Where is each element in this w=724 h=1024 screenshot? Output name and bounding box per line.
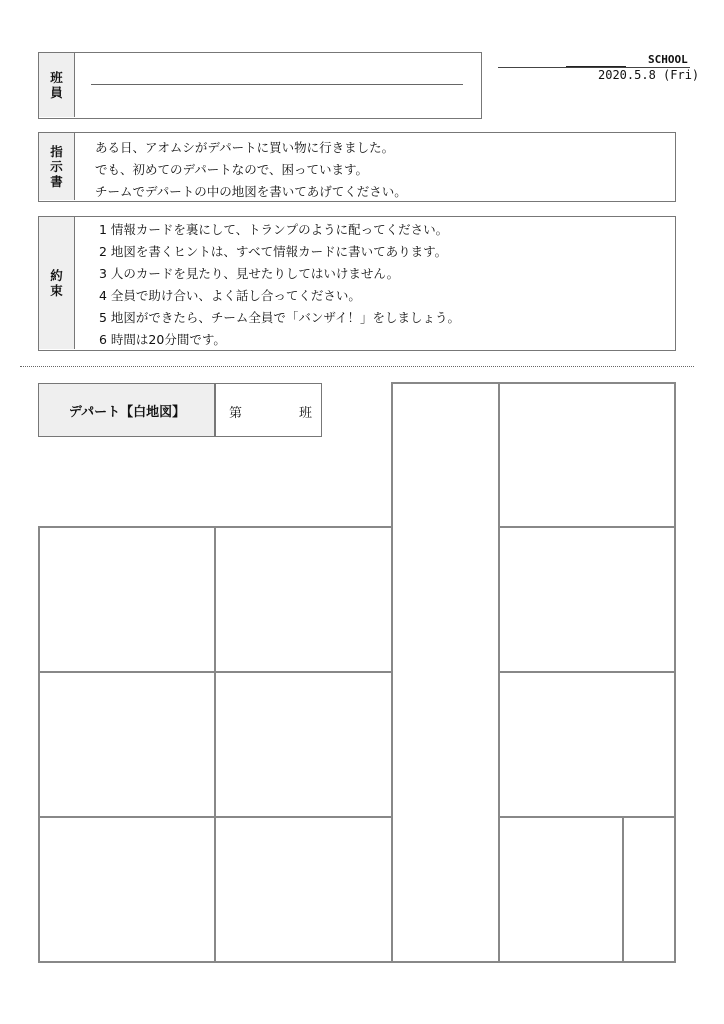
- promise-item: 1 情報カードを裏にして、トランプのように配ってください。: [99, 222, 449, 237]
- map-section[interactable]: [38, 671, 216, 818]
- map-section[interactable]: [38, 816, 216, 963]
- promise-item: 3 人のカードを見たり、見せたりしてはいけません。: [99, 266, 400, 281]
- map-title-box: [38, 383, 216, 437]
- map-section[interactable]: [498, 526, 676, 673]
- school-label: SCHOOL: [648, 53, 688, 66]
- map-section[interactable]: [622, 816, 676, 963]
- map-section[interactable]: [498, 382, 676, 528]
- instruction-line: チームでデパートの中の地図を書いてあげてください。: [95, 184, 407, 199]
- promise-item: 4 全員で助け合い、よく話し合ってください。: [99, 288, 361, 303]
- member-label: 班 員: [39, 53, 75, 117]
- map-title: デパート【白地図】: [68, 404, 186, 420]
- map-corridor[interactable]: [391, 382, 500, 963]
- map-section[interactable]: [214, 816, 393, 963]
- map-group-box[interactable]: [214, 383, 322, 437]
- promise-item: 5 地図ができたら、チーム全員で「バンザイ！」をしましょう。: [99, 310, 461, 325]
- group-suffix: 班: [299, 406, 313, 421]
- map-section[interactable]: [498, 671, 676, 818]
- promise-item: 2 地図を書くヒントは、すべて情報カードに書いてあります。: [99, 244, 448, 259]
- member-box: [38, 52, 482, 119]
- date-text: 2020.5.8 (Fri): [598, 68, 700, 82]
- promise-box: [38, 216, 676, 351]
- instructions-label: 指 示 書: [39, 133, 75, 200]
- promise-label: 約 束: [39, 217, 75, 349]
- promise-item: 6 時間は20分間です。: [99, 332, 226, 347]
- school-name-blank: [566, 66, 626, 67]
- instructions-box: [38, 132, 676, 202]
- cut-line: [20, 366, 694, 367]
- map-section[interactable]: [214, 526, 393, 673]
- instruction-line: でも、初めてのデパートなので、困っています。: [95, 162, 369, 177]
- map-section[interactable]: [214, 671, 393, 818]
- map-section[interactable]: [38, 526, 216, 673]
- group-prefix: 第: [229, 406, 243, 421]
- member-name-line[interactable]: [91, 84, 463, 85]
- map-section[interactable]: [498, 816, 624, 963]
- instruction-line: ある日、アオムシがデパートに買い物に行きました。: [95, 140, 395, 155]
